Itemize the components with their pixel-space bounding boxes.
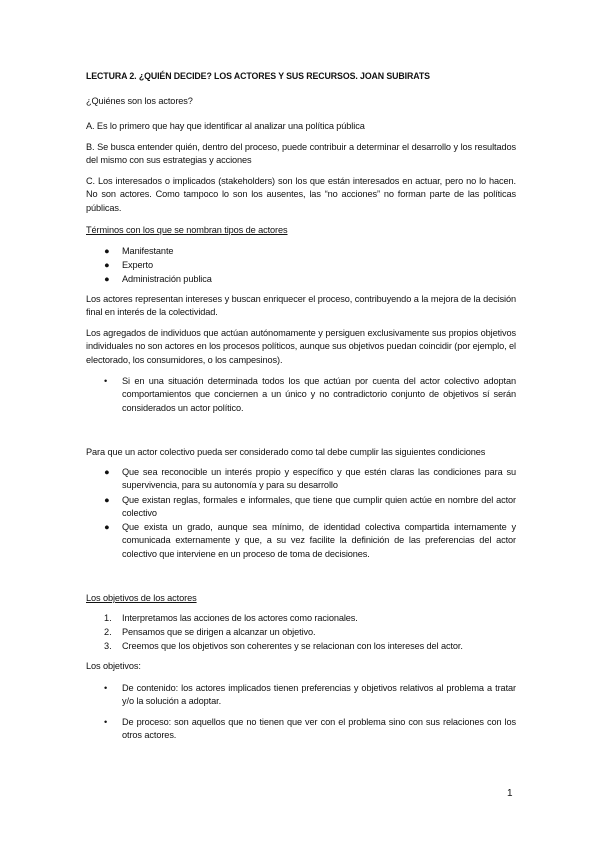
objectives-heading: Los objetivos de los actores	[86, 593, 197, 603]
list-item-label: De proceso: son aquellos que no tienen que ver con el problema sino con sus relaciones con los otros actores.	[122, 717, 516, 741]
paragraph-aggregates: Los agregados de individuos que actúan autónomamente y persiguen exclusivamente sus propios objetivos individuales no son actores en los procesos políticos, aunque sus objetivos puedan coincidir (por ejemplo, el electorado, los consumidores, o los campesinos).	[86, 328, 516, 365]
paragraph-represent: Los actores representan intereses y buscan enriquecer el proceso, contribuyendo a la mejora de la decisión final en interés de la colectividad.	[86, 294, 516, 318]
list-item-label: Administración publica	[122, 274, 212, 284]
list-number: 3.	[104, 641, 112, 651]
bullet-icon: ●	[104, 260, 110, 270]
paragraph-c: C. Los interesados o implicados (stakeholders) son los que están interesados en actuar, pero no lo hacen. No son actores. Como tampoco lo son los ausentes, las “no acciones” no forman parte de las políticas públicas.	[86, 176, 516, 213]
bullet-icon: ●	[104, 274, 110, 284]
bullet-icon: •	[104, 376, 108, 386]
paragraph-a: A. Es lo primero que hay que identificar al analizar una política pública	[86, 121, 365, 131]
list-item-label: Manifestante	[122, 246, 174, 256]
list-item-label: Que exista un grado, aunque sea mínimo, de identidad colectiva compartida internamente y comunicada externamente y que, a su vez facilite la definición de las preferencias del actor colectivo que interviene en un proceso de toma de decisiones.	[122, 522, 516, 559]
question-heading: ¿Quiénes son los actores?	[86, 96, 193, 106]
bullet-icon: ●	[104, 467, 110, 477]
page-number: 1	[507, 788, 513, 799]
paragraph-b: B. Se busca entender quién, dentro del proceso, puede contribuir a determinar el desarrollo y los resultados del mismo con sus estrategias y acciones	[86, 142, 516, 166]
paragraph-conditions: Para que un actor colectivo pueda ser considerado como tal debe cumplir las siguientes condiciones	[86, 447, 486, 457]
list-item-label: Creemos que los objetivos son coherentes y se relacionan con los intereses del actor.	[122, 641, 463, 651]
collective-note: Si en una situación determinada todos los que actúan por cuenta del actor colectivo adoptan comportamientos que conciernen a un único y no contradictorio conjunto de objetivos sí serán considerados un actor político.	[122, 376, 516, 413]
document-title: LECTURA 2. ¿QUIÉN DECIDE? LOS ACTORES Y SUS RECURSOS. JOAN SUBIRATS	[86, 71, 430, 81]
terms-heading: Términos con los que se nombran tipos de actores	[86, 225, 288, 235]
list-item-label: Que existan reglas, formales e informales, que tiene que cumplir quien actúe en nombre del actor colectivo	[122, 495, 516, 519]
list-item-label: Interpretamos las acciones de los actores como racionales.	[122, 613, 358, 623]
objectives-label: Los objetivos:	[86, 661, 141, 671]
bullet-icon: ●	[104, 522, 110, 532]
bullet-icon: •	[104, 683, 108, 693]
list-number: 2.	[104, 627, 112, 637]
list-number: 1.	[104, 613, 112, 623]
list-item-label: Experto	[122, 260, 153, 270]
list-item-label: De contenido: los actores implicados tienen preferencias y objetivos relativos al problema a tratar y/o la solución a adoptar.	[122, 683, 516, 707]
bullet-icon: ●	[104, 246, 110, 256]
bullet-icon: •	[104, 717, 108, 727]
list-item-label: Pensamos que se dirigen a alcanzar un objetivo.	[122, 627, 316, 637]
list-item-label: Que sea reconocible un interés propio y específico y que estén claras las condiciones para su supervivencia, para su autonomía y para su desarrollo	[122, 467, 516, 491]
bullet-icon: ●	[104, 495, 110, 505]
